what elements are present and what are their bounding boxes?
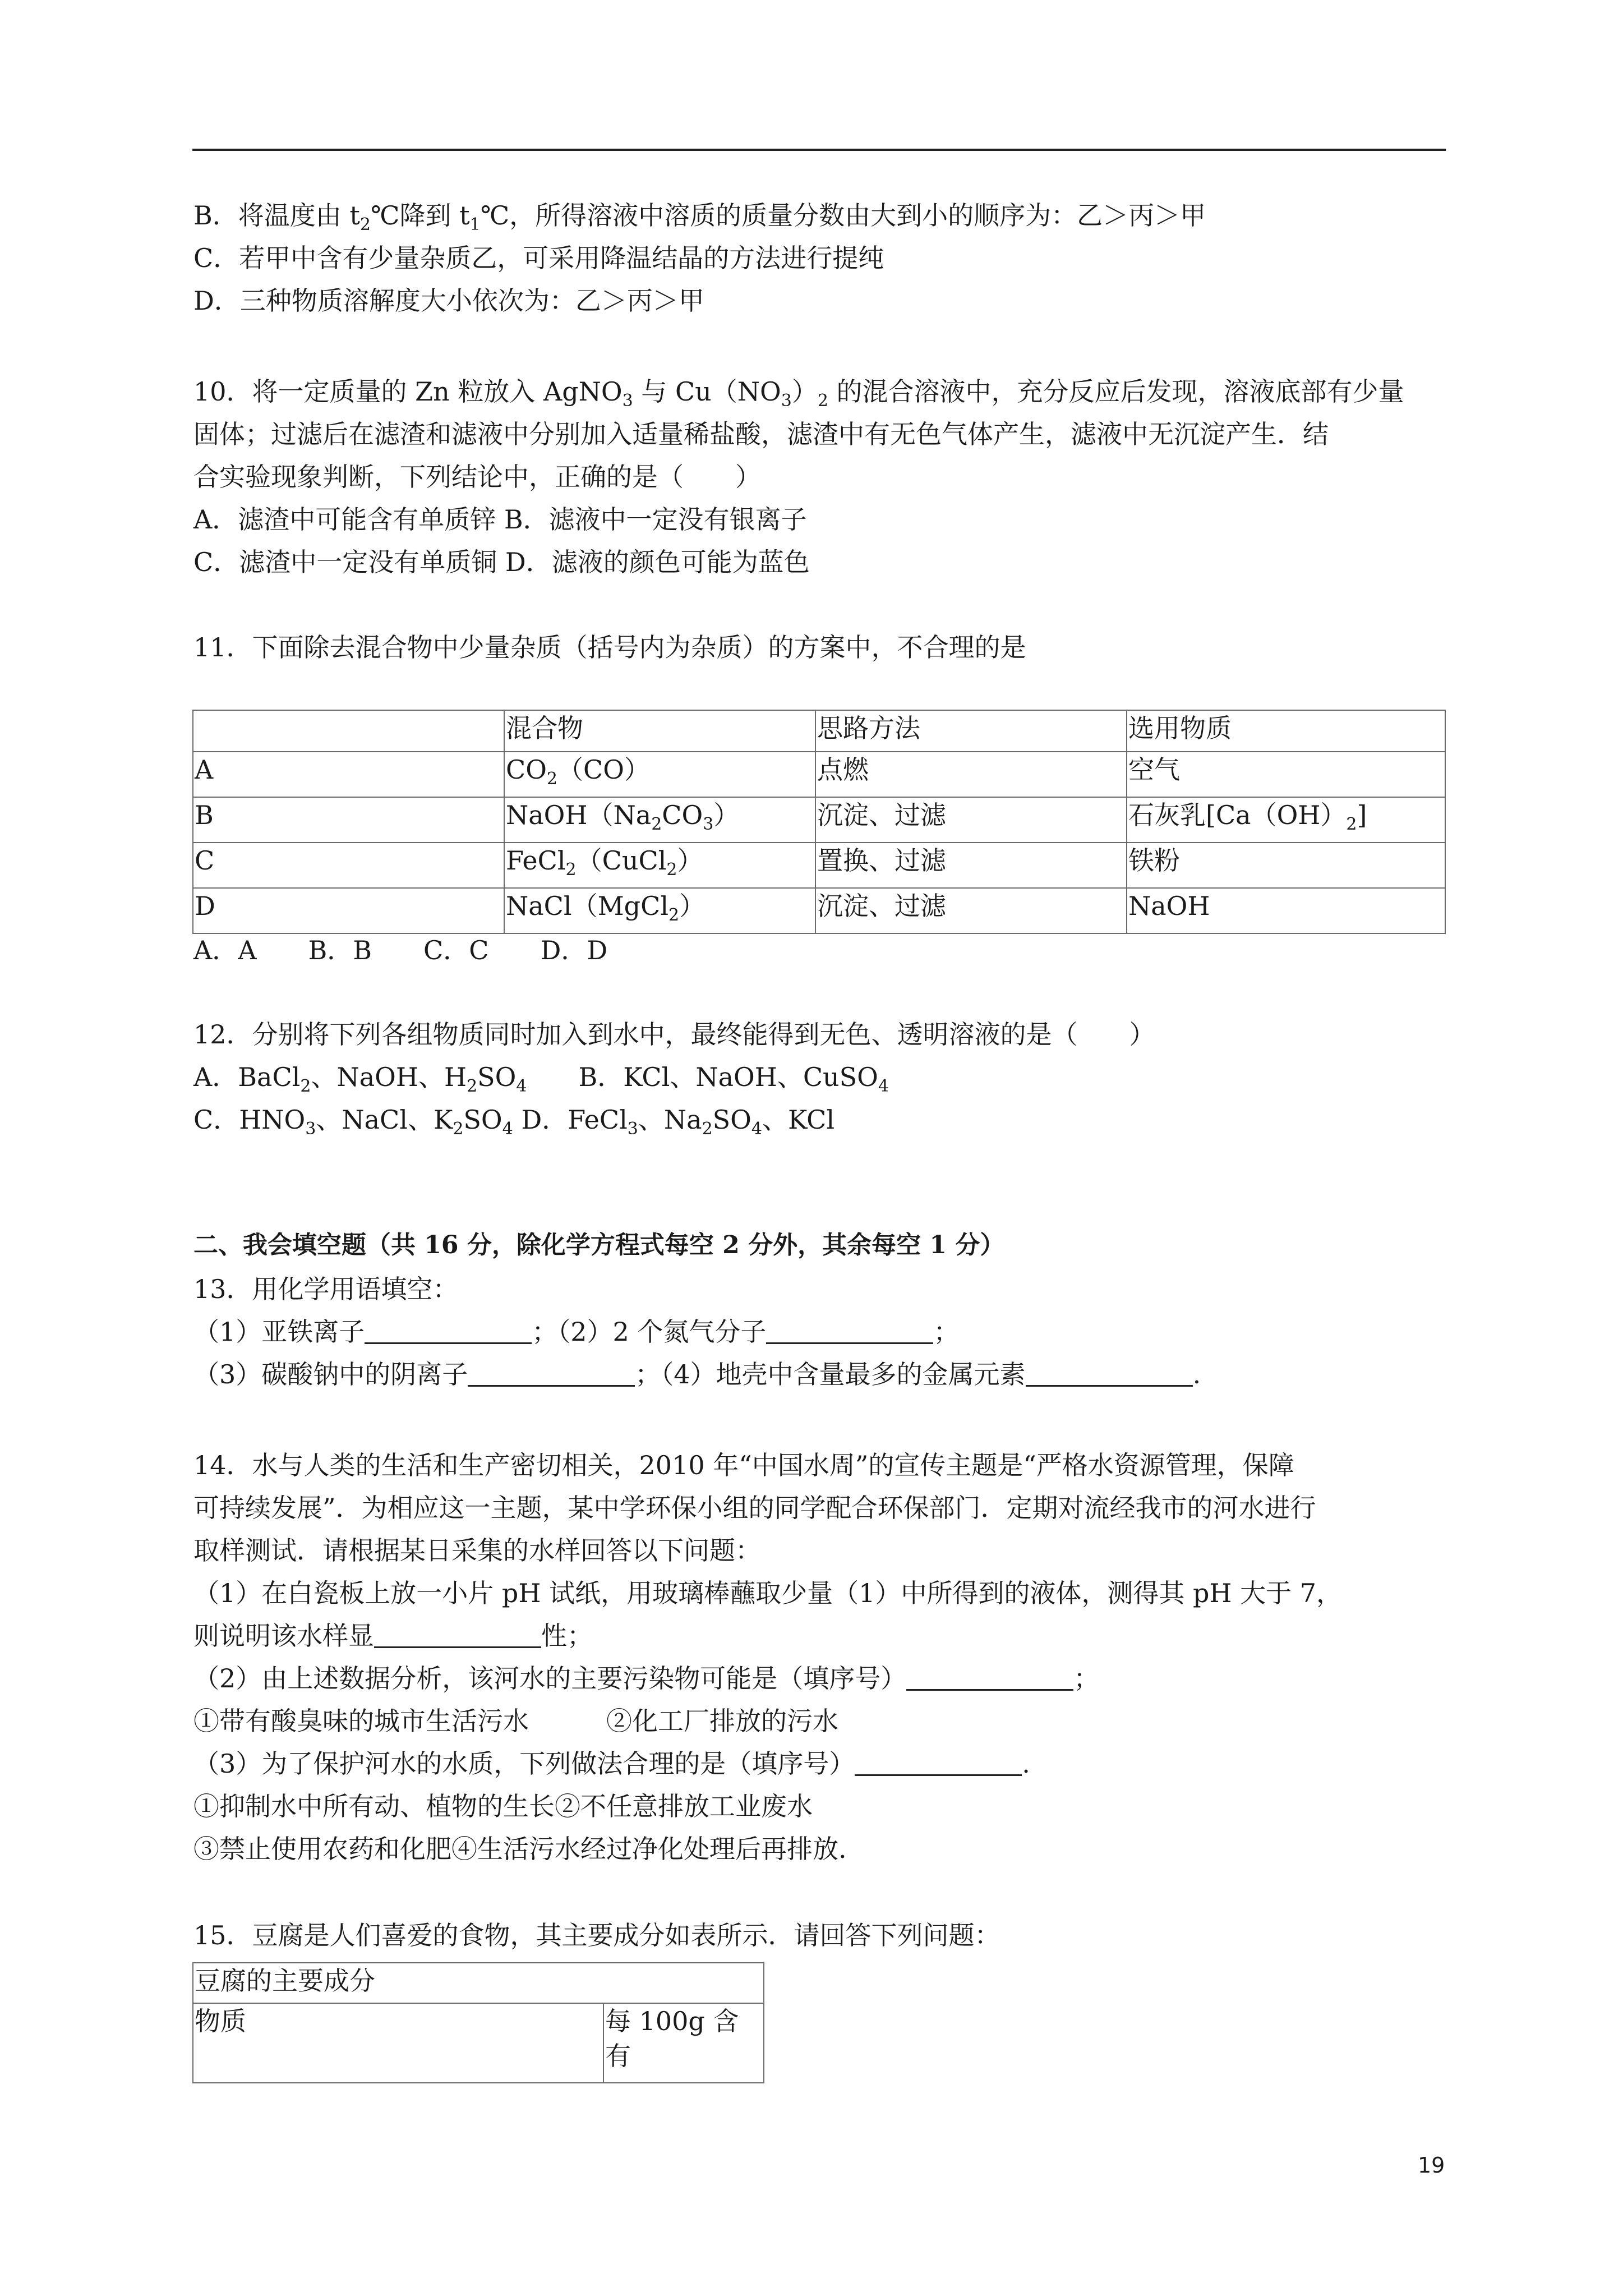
q10-line-1: 10．将一定质量的 Zn 粒放入 AgNO$_3$ 与 $Cu(NO_3)_2$ 的混合溶液中，充分反应后发现，溶液底部有少量 xyxy=(193,376,1404,411)
q10-line-3: 合实验现象判断，下列结论中，正确的是（ ） xyxy=(193,462,761,492)
q10-options-cd: C．滤渣中一定没有单质铜 D．滤液的颜色可能为蓝色 xyxy=(193,547,810,577)
q12-stem: 12．分别将下列各组物质同时加入到水中，最终能得到无色、透明溶液的是（ ） xyxy=(193,1019,1155,1050)
answer-blank[interactable] xyxy=(374,1622,541,1648)
answer-blank[interactable] xyxy=(906,1664,1073,1691)
q14-part-2: （2）由上述数据分析，该河水的主要污染物可能是（填序号） ； xyxy=(193,1663,1100,1694)
answer-blank[interactable] xyxy=(1026,1360,1193,1387)
q14-line-1: 14．水与人类的生活和生产密切相关，2010 年“中国水周”的宣传主题是“严格水资源管理，保障 xyxy=(193,1450,1294,1480)
q9-option-b: B．将温度由 $t_2℃$降到 $t_1℃$，所得溶液中溶质的质量分数由大到小的顺序为：乙＞丙＞甲 xyxy=(193,200,1206,234)
table-row xyxy=(193,797,1445,843)
amount-header-cell: 每 100g 含 有 xyxy=(603,2003,764,2083)
method-cell: 沉淀、过滤 xyxy=(815,888,1127,933)
header-cell xyxy=(193,710,504,752)
table-row xyxy=(193,752,1445,797)
header-rule xyxy=(192,149,1446,151)
q10-options-ab: A．滤渣中可能含有单质锌 B．滤液中一定没有银离子 xyxy=(193,504,807,535)
q14-part-3-options-2: ③禁止使用农药和化肥④生活污水经过净化处理后再排放. xyxy=(193,1834,847,1864)
row-label: B xyxy=(193,797,504,843)
reagent-cell: 铁粉 xyxy=(1127,843,1445,888)
q14-part-2-options: ①带有酸臭味的城市生活污水 ②化工厂排放的污水 xyxy=(193,1706,838,1736)
answer-blank[interactable] xyxy=(855,1750,1022,1776)
answer-blank[interactable] xyxy=(766,1318,933,1344)
q9-option-c: C．若甲中含有少量杂质乙，可采用降温结晶的方法进行提纯 xyxy=(193,243,884,273)
q14-line-3: 取样测试．请根据某日采集的水样回答以下问题： xyxy=(193,1535,761,1566)
header-cell: 选用物质 xyxy=(1127,710,1445,752)
q12-options-cd: C．$HNO_3$、NaCl、$K_2SO_4$ D．FeCl$_3$、$Na_2SO_4$、KCl xyxy=(193,1105,835,1139)
table-row xyxy=(193,888,1445,933)
row-label: C xyxy=(193,843,504,888)
mixture-cell: $CO_2(CO)$ xyxy=(504,752,815,797)
q14-part-3-options-1: ①抑制水中所有动、植物的生长②不任意排放工业废水 xyxy=(193,1791,813,1821)
q11-stem: 11．下面除去混合物中少量杂质（括号内为杂质）的方案中，不合理的是 xyxy=(193,632,1026,662)
page-number: 19 xyxy=(1418,2153,1445,2178)
q15-stem: 15．豆腐是人们喜爱的食物，其主要成分如表所示．请回答下列问题： xyxy=(193,1920,1000,1950)
reagent-cell: 空气 xyxy=(1127,752,1445,797)
table-title-cell: 豆腐的主要成分 xyxy=(193,1963,764,2003)
method-cell: 置换、过滤 xyxy=(815,843,1127,888)
header-cell: 思路方法 xyxy=(815,710,1127,752)
q9-option-d: D．三种物质溶解度大小依次为：乙＞丙＞甲 xyxy=(193,286,704,316)
method-cell: 点燃 xyxy=(815,752,1127,797)
row-label: D xyxy=(193,888,504,933)
table-header-row xyxy=(193,710,1445,752)
answer-blank[interactable] xyxy=(468,1360,635,1387)
q14-part-3: （3）为了保护河水的水质，下列做法合理的是（填序号） . xyxy=(193,1749,1030,1779)
mixture-cell: NaCl（MgCl$_2$） xyxy=(504,888,815,933)
row-label: A xyxy=(193,752,504,797)
q12-options-ab: A．BaCl$_2$、NaOH、$H_2SO_4$ B．KCl、NaOH、CuSO$_4$ xyxy=(193,1062,889,1096)
q11-options: A．A B．B C．C D．D xyxy=(193,935,608,965)
q13-line-1: （1）亚铁离子 ；（2）2 个氮气分子 ； xyxy=(193,1317,960,1347)
q14-line-2: 可持续发展”．为相应这一主题，某中学环保小组的同学配合环保部门．定期对流经我市的河水进行 xyxy=(193,1493,1316,1523)
reagent-cell: 石灰乳$[Ca(OH)_2]$ xyxy=(1127,797,1445,843)
q14-part-1-line-1: （1）在白瓷板上放一小片 pH 试纸，用玻璃棒蘸取少量（1）中所得到的液体，测得其 pH 大于 7， xyxy=(193,1578,1343,1608)
section-2-title: 二、我会填空题（共 16 分，除化学方程式每空 2 分外，其余每空 1 分） xyxy=(193,1231,1005,1259)
q15-table xyxy=(192,1962,764,2083)
substance-header-cell: 物质 xyxy=(193,2003,603,2083)
q14-part-1-line-2: 则说明该水样显 性； xyxy=(193,1621,593,1651)
mixture-cell: $NaOH(Na_2CO_3)$ xyxy=(504,797,815,843)
q13-line-2: （3）碳酸钠中的阴离子 ；（4）地壳中含量最多的金属元素 . xyxy=(193,1359,1201,1389)
mixture-cell: FeCl$_2$（CuCl$_2$） xyxy=(504,843,815,888)
q10-line-2: 固体；过滤后在滤渣和滤液中分别加入适量稀盐酸，滤渣中有无色气体产生，滤液中无沉淀产生．结 xyxy=(193,419,1329,449)
answer-blank[interactable] xyxy=(365,1318,532,1344)
table-row xyxy=(193,843,1445,888)
q13-stem: 13．用化学用语填空： xyxy=(193,1274,459,1304)
header-cell: 混合物 xyxy=(504,710,815,752)
method-cell: 沉淀、过滤 xyxy=(815,797,1127,843)
q11-table xyxy=(192,710,1446,934)
reagent-cell: NaOH xyxy=(1127,888,1445,933)
